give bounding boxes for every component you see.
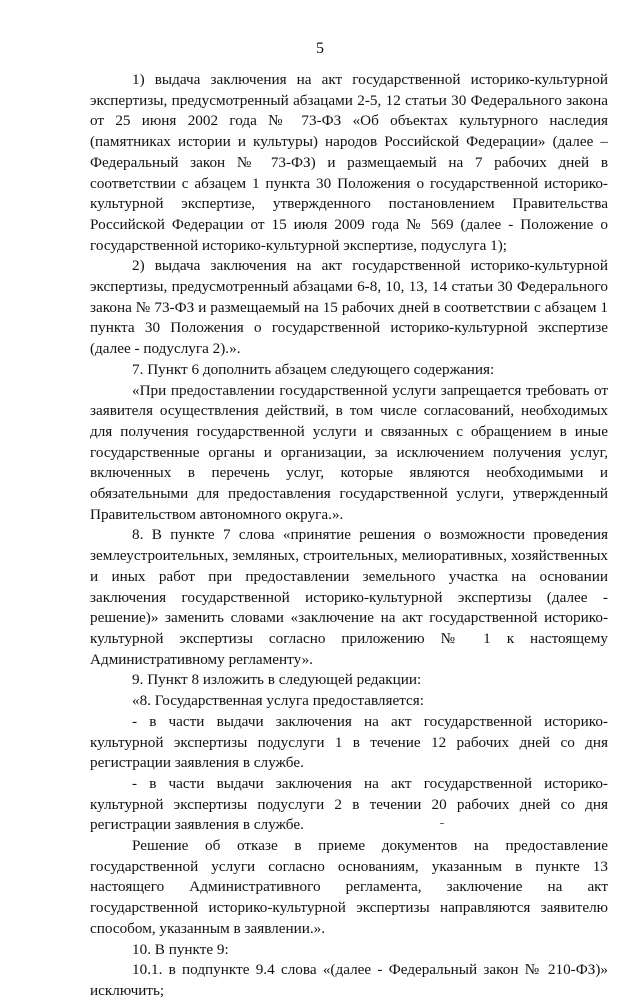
paragraph: 10. В пункте 9: bbox=[132, 940, 229, 958]
paragraph: - в части выдачи заключения на акт государственной историко-культурной экспертизы подуслуги 2 в течении 20 рабочих дней со дня регистрации заявления в службе. bbox=[90, 774, 608, 834]
paragraph: 10.1. в подпункте 9.4 слова «(далее - Федеральный закон № 210-ФЗ)» исключить; bbox=[90, 961, 608, 999]
paragraph: «При предоставлении государственной услуги запрещается требовать от заявителя осуществления действий, в том числе согласований, необходимых для получения государственной услуги и связанных с обращением в иные государственные органы и организации, за исключением получения услуг, включенных в перечень услуг, которые являются необходимыми и обязательными для предоставления государственной услуги, утвержденный Правительством автономного округа.». bbox=[90, 381, 608, 523]
paragraph: 7. Пункт 6 дополнить абзацем следующего содержания: bbox=[132, 360, 495, 378]
paragraph: - в части выдачи заключения на акт государственной историко-культурной экспертизы подуслуги 1 в течение 12 рабочих дней со дня регистрации заявления в службе. bbox=[90, 712, 608, 772]
paragraph: 2) выдача заключения на акт государственной историко-культурной экспертизы, предусмотренный абзацами 6-8, 10, 13, 14 статьи 30 Федерального закона № 73-ФЗ и размещаемый на 15 рабочих дней в соответствии с абзацем 1 пункта 30 Положения о государственной историко-культурной экспертизе (далее - подуслуга 2).». bbox=[90, 257, 608, 358]
paragraph: 1) выдача заключения на акт государственной историко-культурной экспертизы, предусмотренный абзацами 2-5, 12 статьи 30 Федерального закона от 25 июня 2002 года № 73-ФЗ «Об объектах культурного наследия (памятниках истории и культуры) народов Российской Федерации» (далее – Федеральный закон № 73-ФЗ) и размещаемый на 7 рабочих дней в соответствии с абзацем 1 пункта 30 Положения о государственной историко-культурной экспертизе, утвержденного постановлением Правительства Российской Федерации от 15 июля 2009 года № 569 (далее - Положение о государственной историко-культурной экспертизе, подуслуга 1); bbox=[90, 71, 608, 254]
page-number: 5 bbox=[316, 40, 324, 57]
paragraph: Решение об отказе в приеме документов на предоставление государственной услуги согласно основаниям, указанным в пункте 13 настоящего Административного регламента, заключение на акт государственной историко-культурной экспертизы направляются заявителю способом, указанным в заявлении.». bbox=[90, 837, 608, 937]
scan-mark bbox=[440, 823, 444, 824]
document-body bbox=[90, 70, 608, 1002]
paragraph: 8. В пункте 7 слова «принятие решения о возможности проведения землеустроительных, земляных, строительных, мелиоративных, хозяйственных и иных работ при предоставлении земельного участка на основании заключения государственной историко-культурной экспертизы (далее - решение)» заменить словами «заключение на акт государственной историко-культурной экспертизы согласно приложению № 1 к настоящему Административному регламенту». bbox=[90, 526, 608, 668]
paragraph: «8. Государственная услуга предоставляется: bbox=[132, 692, 425, 710]
paragraph: 9. Пункт 8 изложить в следующей редакции: bbox=[132, 671, 422, 689]
